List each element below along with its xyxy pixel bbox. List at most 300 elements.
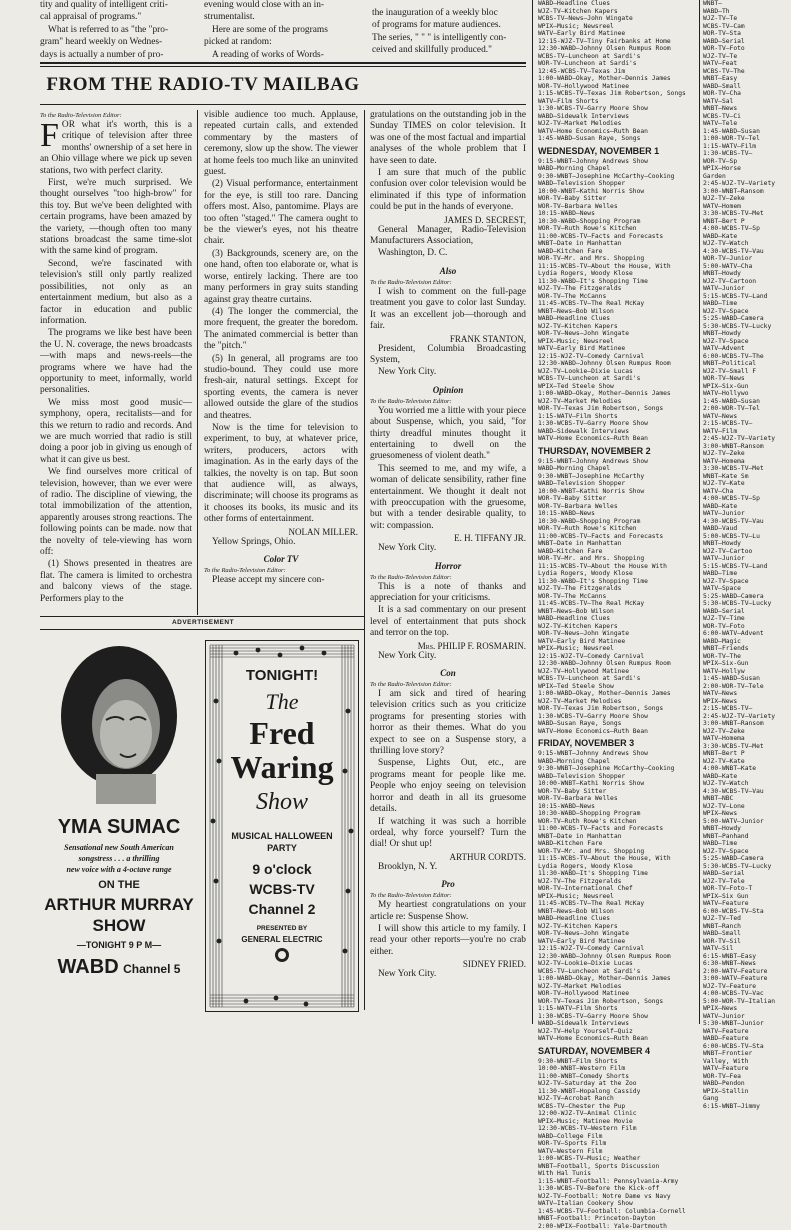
schedule-entry: WATV—Space: [703, 585, 789, 593]
schedule-entry: WNBT—Football: Princeton-Dayton: [538, 1215, 694, 1223]
signature-place: Yellow Springs, Ohio.: [204, 537, 358, 548]
schedule-entry: WABD—Pendon: [703, 1080, 789, 1088]
ad-station: WCBS-TV: [206, 881, 358, 897]
schedule-entry: WOR-TV—Sp: [703, 158, 789, 166]
schedule-entry: WNBT—NBC: [703, 795, 789, 803]
schedule-entry: WABD—Time: [703, 300, 789, 308]
schedule-entry: WJZ-TV—Zeke: [703, 450, 789, 458]
top-line: of programs for mature audiences.: [372, 20, 522, 31]
schedule-entry: WOR-TV—The McCanns: [538, 593, 694, 601]
schedule-entry: WOR-TV—Sports Film: [538, 1140, 694, 1148]
schedule-entry: WJZ-TV—The Fitzgeralds: [538, 285, 694, 293]
schedule-entry: WOR-TV—Texas Jim Robertson, Songs: [538, 998, 694, 1006]
schedule-entry: WABD—Kate: [703, 503, 789, 511]
schedule-entry: WABD—Th: [703, 8, 789, 16]
signature: NOLAN MILLER.: [204, 527, 358, 537]
ad-tagline: new voice with a 4-octave range: [44, 865, 194, 874]
schedule-entry: WJZ-TV—Zeke: [703, 195, 789, 203]
schedule-entry: 12:30-WCBS-TV—Western Film: [538, 1125, 694, 1133]
schedule-entry: WJZ-TV—The Fitzgeralds: [538, 878, 694, 886]
schedule-entry: WABD—Kitchen Fare: [538, 840, 694, 848]
schedule-entry: 3:00-WNBT—Ransom: [703, 188, 789, 196]
sponsor-name: GENERAL ELECTRIC: [241, 935, 322, 944]
schedule-entry: WABD—Vaud: [703, 525, 789, 533]
top-line: cal appraisal of programs.": [40, 12, 190, 23]
schedule-entry: 6:00-WCBS-TV—Sta: [703, 1043, 789, 1051]
schedule-entry: WJZ-TV—Lookie—Dixie Lucas: [538, 960, 694, 968]
schedule-entry: 2:00-WOR-TV—Tel: [703, 405, 789, 413]
schedule-entry: 9:15-WNBT—Johnny Andrews Show: [538, 458, 694, 466]
schedule-entry: Gang: [703, 1095, 789, 1103]
schedule-entry: WJZ-TV—Market Melodies: [538, 120, 694, 128]
editor-tag: To the Radio-Television Editor:: [370, 398, 526, 405]
schedule-entry: WATV—Advent: [703, 345, 789, 353]
schedule-entry: WABD—Morning Chapel: [538, 165, 694, 173]
schedule-entry: WABD—Time: [703, 840, 789, 848]
schedule-entry: WJZ-TV—Watch: [703, 240, 789, 248]
schedule-entry: 2:00-WATV—Feature: [703, 968, 789, 976]
schedule-entry: WATV—Italian Cookery Show: [538, 1200, 694, 1208]
schedule-entry: 11:00-WCBS-TV—Facts and Forecasts: [538, 533, 694, 541]
paragraph: I am sure that much of the public confusion over color television would be eliminated if this type of information could be put in the hands of everyone.: [370, 168, 526, 214]
signature-place: New York City.: [370, 969, 526, 980]
ad-name: YMA SUMAC: [44, 816, 194, 839]
schedule-entry: WOR-TV—Mr. and Mrs. Shopping: [538, 555, 694, 563]
schedule-entry: WATV—Junior: [703, 555, 789, 563]
schedule-entry: 6:30-WNBT—News: [703, 960, 789, 968]
schedule-entry: WATV—News: [703, 690, 789, 698]
schedule-entry: 9:30-WNBT—Josephine McCarthy—Cooking: [538, 765, 694, 773]
schedule-day-heading: THURSDAY, NOVEMBER 2: [538, 445, 694, 457]
top-line: gram" heard weekly on Wednes-: [40, 37, 190, 48]
schedule-entry: WOR-TV—News: [703, 375, 789, 383]
ad-tagline: Sensational new South American: [44, 843, 194, 852]
subhead-color-tv: Color TV: [204, 554, 358, 564]
title-rule: [40, 104, 526, 105]
schedule-entry: WCBS-TV—The: [703, 68, 789, 76]
schedule-entry: WABD—Time: [703, 570, 789, 578]
schedule-entry: 3:00-WNBT—Ransom: [703, 443, 789, 451]
ad-description: MUSICAL HALLOWEEN: [206, 831, 358, 841]
schedule-entry: 9:15-WNBT—Johnny Andrews Show: [538, 750, 694, 758]
schedule-entry: 4:30-WCBS-TV—Vau: [703, 788, 789, 796]
schedule-entry: WJZ-TV—Market Melodies: [538, 398, 694, 406]
schedule-entry: WOR-TV—Junior: [703, 255, 789, 263]
ad-the: The: [206, 689, 358, 715]
schedule-entry: WOR-TV—Mr. and Mrs. Shopping: [538, 255, 694, 263]
ad-presented-by: PRESENTED BY: [206, 925, 358, 932]
editor-tag: To the Radio-Television Editor:: [370, 892, 526, 899]
schedule-entry: WOR-TV—Texas Jim Robertson, Songs: [538, 405, 694, 413]
schedule-entry: WJZ-TV—Market Melodies: [538, 983, 694, 991]
schedule-entry: 5:00-WATV—Cha: [703, 263, 789, 271]
schedule-entry: WCBS-TV—Cam: [703, 23, 789, 31]
schedule-entry: WOR-TV—Barbara Welles: [538, 795, 694, 803]
schedule-entry: 11:00-WCBS-TV—Facts and Forecasts: [538, 825, 694, 833]
ad-time: 9 o'clock: [206, 861, 358, 877]
schedule-entry: WOR-TV—News—John Wingate: [538, 930, 694, 938]
schedule-entry: WNBT—Friends: [703, 645, 789, 653]
schedule-entry: WOR-TV—Luncheon at Sardi's: [538, 60, 694, 68]
ad-show-name: SHOW: [44, 916, 194, 936]
paragraph: My heartiest congratulations on your article re: Suspense Show.: [370, 900, 526, 923]
schedule-entry: WJZ-TV—Kitchen Kapers: [538, 623, 694, 631]
schedule-entry: 11:30-WNBT—Hopalong Cassidy: [538, 1088, 694, 1096]
schedule-entry: WABD—Small: [703, 83, 789, 91]
schedule-entry: WATV—Homema: [703, 458, 789, 466]
schedule-entry: 12:15-WJZ-TV—Comedy Carnival: [538, 653, 694, 661]
schedule-entry: WATV—Early Bird Matinee: [538, 345, 694, 353]
schedule-entry: 4:30-WCBS-TV—Vau: [703, 248, 789, 256]
top-line: tity and quality of intelligent criti-: [40, 0, 190, 11]
schedule-entry: WJZ-TV—Cartoon: [703, 278, 789, 286]
schedule-entry: WJZ-TV—Te: [703, 15, 789, 23]
schedule-entry: Lydia Rogers, Woody Klose: [538, 570, 694, 578]
paragraph: We find ourselves more critical of television, however, than we ever were of radio. The discipline of viewing, the total immobilization of the attention, apparently arouses strong reactions. The following points can be made. now that the novelty of tele-viewing has worn off:: [40, 467, 192, 558]
schedule-entry: WATV—Feature: [703, 1028, 789, 1036]
schedule-entry: WATV—Feature: [703, 900, 789, 908]
schedule-entry: 1:30-WCBS-TV—Garry Moore Show: [538, 105, 694, 113]
paragraph: (4) The longer the commercial, the more frequent, the greater the boredom. The animated commercial is better than the "pitch.": [204, 307, 358, 353]
paragraph: This is a note of thanks and appreciation for your criticisms.: [370, 582, 526, 605]
schedule-entry: 10:30-WABD—Shopping Program: [538, 518, 694, 526]
signature-place: Brooklyn, N. Y.: [370, 862, 526, 873]
schedule-right-list: [703, 0, 789, 1110]
schedule-entry: WOR-TV—The McCanns: [538, 293, 694, 301]
top-col-3: [372, 8, 522, 60]
schedule-entry: WABD—College Film: [538, 1133, 694, 1141]
schedule-intro: [538, 0, 694, 143]
schedule-entry: WPIX—Music; Matinee Movie: [538, 1118, 694, 1126]
schedule-entry: 2:15-WCBS-TV—: [703, 705, 789, 713]
schedule-entry: 11:30-WABD—It's Shopping Time: [538, 278, 694, 286]
schedule-entry: 1:00-WOR-TV—Tel: [703, 135, 789, 143]
schedule-entry: WATV—News: [703, 413, 789, 421]
schedule-entry: 2:00-WOR-TV—Tele: [703, 683, 789, 691]
schedule-entry: WPIX—Music; Newsreel: [538, 645, 694, 653]
top-line: ceived and skillfully produced.": [372, 45, 522, 56]
schedule-entry: WOR-TV—The: [703, 653, 789, 661]
schedule-entry: 1:15-WCBS-TV—Texas Jim Robertson, Songs: [538, 90, 694, 98]
paragraph: I am sick and tired of hearing television critics such as you criticize programs for presenting stories with horror as their themes. What do you expect to see on a Suspense story, a thrilling love story?: [370, 689, 526, 757]
schedule-entry: WPIX—Six-Gun: [703, 660, 789, 668]
paragraph: This seemed to me, and my wife, a woman of delicate sensibility, rather fine entertainment. We thought it dealt not with preoccupation with the gruesome, but with a tender desirable quality, to wit: compassion.: [370, 464, 526, 532]
schedule-entry: 5:15-WCBS-TV—Land: [703, 293, 789, 301]
advertisement-label: ADVERTISEMENT: [40, 619, 366, 626]
schedule-entry: WOR-TV—Fea: [703, 1073, 789, 1081]
paragraph: We miss most good music—symphony, opera, recitalists—and for this we return to radio and records. And we are much worried that radio is still doing a poor job in giving us enough of what it can give us best.: [40, 398, 192, 466]
paragraph: (5) In general, all programs are too studio-bound. They could use more fresh-air, natural settings. Except for sporting events, the camera is never allowed outside the glare of the studios and theatres.: [204, 354, 358, 422]
schedule-entry: WJZ-TV—Acrobat Ranch: [538, 1095, 694, 1103]
top-line: days is actually a number of pro-: [40, 50, 190, 61]
schedule-entry: WABD—Serial: [703, 608, 789, 616]
schedule-entry: WPIX—Music; Newsreel: [538, 23, 694, 31]
signature: FRANK STANTON,: [370, 334, 526, 344]
schedule-entry: WPIX—News: [703, 1005, 789, 1013]
schedule-col-right: [703, 0, 789, 1024]
schedule-entry: WATV—Hollyw: [703, 668, 789, 676]
schedule-entry: WOR-TV—Barbara Welles: [538, 503, 694, 511]
schedule-entry: WATV—Sal: [703, 98, 789, 106]
schedule-entry: WABD—Kate: [703, 773, 789, 781]
schedule-entry: WATV—Junior: [703, 285, 789, 293]
schedule-entry: 3:00-WATV—Feature: [703, 975, 789, 983]
schedule-entry: WATV—Junior: [703, 1013, 789, 1021]
ad-sponsor: [206, 935, 358, 944]
schedule-entry: WABD—Serial: [703, 870, 789, 878]
column-divider: [197, 110, 198, 615]
top-line: What is referred to as "the "pro-: [40, 25, 190, 36]
schedule-entry: WABD—Kitchen Fare: [538, 248, 694, 256]
schedule-entry: WNBT—Howdy: [703, 330, 789, 338]
schedule-entry: 1:00-WABD—Okay, Mother—Dennis James: [538, 975, 694, 983]
ad-rule: [40, 629, 364, 630]
paragraph: You worried me a little with your piece about Suspense, which, you said, "for thirty dreadful minutes thought it entertaining to dwell on the gruesomeness of violent death.": [370, 406, 526, 463]
schedule-entry: WCBS-TV—Luncheon at Sardi's: [538, 675, 694, 683]
schedule-entry: WABD—Feature: [703, 1035, 789, 1043]
schedule-entry: WNBT—Political: [703, 360, 789, 368]
schedule-entry: WOR-TV—Mr. and Mrs. Shopping: [538, 848, 694, 856]
schedule-entry: WATV—Feat: [703, 60, 789, 68]
schedule-entry: 11:45-WCBS-TV—The Real McKay: [538, 600, 694, 608]
schedule-entry: WATV—Western Film: [538, 1148, 694, 1156]
subhead-pro: Pro: [370, 879, 526, 889]
schedule-entry: WCBS-TV—Chester the Pup: [538, 1103, 694, 1111]
schedule-entry: 2:15-WCBS-TV—: [703, 420, 789, 428]
schedule-entry: 5:00-WOR-TV—Italian: [703, 998, 789, 1006]
schedule-entry: 1:30-WCBS-TV—Garry Moore Show: [538, 713, 694, 721]
schedule-entry: 1:15-WATV—Film: [703, 143, 789, 151]
schedule-entry: WOR-TV—Baby Sitter: [538, 788, 694, 796]
schedule-entry: WJZ-TV—Kitchen Kapers: [538, 923, 694, 931]
schedule-entry: 5:25-WABD—Camera: [703, 315, 789, 323]
paragraph: OR what it's worth, this is a critique of television after three months' ownership of a set here in an Ohio village where we pick up seven stations, two with perfect clarity.: [40, 120, 192, 177]
schedule-entry: 12:30-WABD—Johnny Olsen Rumpus Room: [538, 45, 694, 53]
station-call: WABD: [58, 956, 119, 978]
schedule-entry: 10:30-WABD—Shopping Program: [538, 810, 694, 818]
schedule-entry: WJZ-TV—The Fitzgeralds: [538, 585, 694, 593]
schedule-entry: 12:00-WJZ-TV—Animal Clinic: [538, 1110, 694, 1118]
schedule-entry: WNBT—Easy: [703, 75, 789, 83]
schedule-entry: WJZ-TV—Market Melodies: [538, 698, 694, 706]
schedule-entry: 5:30-WCBS-TV—Lucky: [703, 863, 789, 871]
schedule-entry: 4:00-WCBS-TV—Sp: [703, 225, 789, 233]
article-col-2: [204, 110, 358, 615]
paragraph: Please accept my sincere con-: [204, 575, 358, 586]
schedule-entry: WPIX—Music; Newsreel: [538, 893, 694, 901]
signature: ARTHUR CORDTS.: [370, 852, 526, 862]
schedule-entry: WCBS-TV—Luncheon at Sardi's: [538, 968, 694, 976]
ad-fred-waring: [205, 640, 359, 1012]
schedule-entry: 2:45-WJZ-TV—Variety: [703, 435, 789, 443]
schedule-entry: WNBT—Kate Sm: [703, 473, 789, 481]
signature: SIDNEY FRIED.: [370, 959, 526, 969]
subhead-horror: Horror: [370, 561, 526, 571]
schedule-entry: WJZ-TV—Lookie—Dixie Lucas: [538, 368, 694, 376]
editor-tag: To the Radio-Television Editor:: [204, 567, 358, 574]
schedule-entry: 10:15-WABD—News: [538, 803, 694, 811]
schedule-entry: WATV—Early Bird Matinee: [538, 638, 694, 646]
paragraph: First, we're much surprised. We thought ourselves "too high-brow" for this toy. But we've been delighted with certain programs, have been amazed by the variety, —though often too many stations broadcast the same time-slot with the same kind of program.: [40, 178, 192, 258]
schedule-entry: WABD—Sidewalk Interviews: [538, 1020, 694, 1028]
schedule-entry: 9:30-WNBT—Josephine McCarthy—Cooking: [538, 173, 694, 181]
top-line: Here are some of the programs: [204, 25, 356, 36]
schedule-entry: 1:15-WATV—Film Shorts: [538, 413, 694, 421]
paragraph: gratulations on the outstanding job in the Sunday TIMES on color television. It was one of the most factual and impartial analyses of the whole problem that I have seen to date.: [370, 110, 526, 167]
paragraph: Now is the time for television to experiment, to buy, at whatever price, writers, producers, actors with imagination. As in the early days of the talkies, the novelty is on tap. But soon that audience will, as always, discriminate; will choose its programs as it chooses its books, its music and its other forms of entertainment.: [204, 423, 358, 526]
schedule-entry: WJZ-TV—Space: [703, 848, 789, 856]
schedule-entry: 1:00-WABD—Okay, Mother—Dennis James: [538, 390, 694, 398]
schedule-entry: WNBT—Bert P: [703, 218, 789, 226]
top-rule: [40, 62, 526, 64]
signature: JAMES D. SECREST,: [370, 215, 526, 225]
schedule-entry: WATV—Junior: [703, 510, 789, 518]
schedule-entry: 1:00-WABD—Okay, Mother—Dennis James: [538, 75, 694, 83]
schedule-entry: Valley, With: [703, 1058, 789, 1066]
schedule-entry: 1:45-WABD—Susan: [703, 398, 789, 406]
schedule-entry: 10:00-WNBT—Kathi Norris Show: [538, 780, 694, 788]
schedule-entry: 5:30-WNBT—Junior: [703, 1020, 789, 1028]
schedule-entry: WATV—Early Bird Matinee: [538, 30, 694, 38]
top-line: The series, " " " is intelligently con-: [372, 33, 522, 44]
ad-yma-sumac: [44, 634, 194, 1010]
schedule-entry: WJZ-TV—Space: [703, 338, 789, 346]
schedule-entry: WJZ-TV—Hollywood Matinee: [538, 668, 694, 676]
schedule-entry: 1:00-WABD—Okay, Mother—Dennis James: [538, 690, 694, 698]
schedule-entry: WJZ-TV—Kitchen Kapers: [538, 323, 694, 331]
schedule-entry: 11:15-WCBS-TV—About the House, With: [538, 855, 694, 863]
schedule-entry: WJZ-TV—Ted: [703, 915, 789, 923]
paragraph: If watching it was such a horrible ordeal, why force yourself? Turn the dial! Or shut up!: [370, 817, 526, 851]
schedule-entry: 12:30-WABD—Johnny Olsen Rumpus Room: [538, 660, 694, 668]
schedule-entry: WNBT—News—Bob Wilson: [538, 608, 694, 616]
schedule-entry: WATV—Home Economics—Ruth Bean: [538, 728, 694, 736]
schedule-entry: WJZ-TV—Kitchen Kapers: [538, 8, 694, 16]
schedule-entry: WOR-TV—Foto: [703, 45, 789, 53]
schedule-entry: 3:30-WCBS-TV—Met: [703, 210, 789, 218]
paragraph: (1) Shows presented in theatres are flat. The camera is limited to orchestra and balcony views of the stage. Performers play to the: [40, 559, 192, 605]
schedule-entry: 1:15-WATV—Film Shorts: [538, 1005, 694, 1013]
schedule-entry: WABD—Serial: [703, 38, 789, 46]
schedule-entry: WPIX—Ted Steele Show: [538, 383, 694, 391]
schedule-entry: 10:15-WABD—News: [538, 210, 694, 218]
schedule-entry: WABD—Television Shopper: [538, 480, 694, 488]
top-line: evening would close with an in-: [204, 0, 356, 11]
schedule-entry: WOR-TV—Foto: [703, 623, 789, 631]
schedule-entry: 5:30-WCBS-TV—Lucky: [703, 323, 789, 331]
subhead-con: Con: [370, 668, 526, 678]
schedule-entry: WNBT—Panhand: [703, 833, 789, 841]
schedule-entry: WNBT—Date in Manhattan: [538, 540, 694, 548]
schedule-entry: WABD—Kate: [703, 233, 789, 241]
article-title: FROM THE RADIO-TV MAILBAG: [40, 74, 366, 96]
signature-title: President, Columbia Broadcasting System,: [370, 344, 526, 367]
signature: E. H. TIFFANY JR.: [370, 533, 526, 543]
schedule-entry: WATV—Home Economics—Ruth Bean: [538, 435, 694, 443]
schedule-entry: WNBT—Date in Manhattan: [538, 833, 694, 841]
schedule-entry: WJZ-TV—Space: [703, 578, 789, 586]
schedule-entry: WPIX—Ted Steele Show: [538, 683, 694, 691]
schedule-entry: WABD—Sidewalk Interviews: [538, 113, 694, 121]
signature-place: New York City.: [370, 367, 526, 378]
schedule-entry: 5:30-WCBS-TV—Lucky: [703, 600, 789, 608]
ad-tagline: songstress . . . a thrilling: [44, 854, 194, 863]
signature-place: New York City.: [370, 651, 526, 662]
schedule-entry: 2:45-WJZ-TV—Variety: [703, 713, 789, 721]
schedule-day-heading: SATURDAY, NOVEMBER 4: [538, 1045, 694, 1057]
schedule-entry: WNBT—Howdy: [703, 825, 789, 833]
schedule-entry: 4:00-WNBT—Kate: [703, 765, 789, 773]
paragraph: (3) Backgrounds, scenery are, on the one hand, often too elaborate or, what is worse, entirely lacking. There are too many performers in gray suits standing against gray theatre curtains.: [204, 249, 358, 306]
schedule-entry: 11:30-WABD—It's Shopping Time: [538, 578, 694, 586]
singer-portrait: [44, 634, 194, 804]
schedule-entry: WATV—Film: [703, 428, 789, 436]
schedule-entry: 2:45-WJZ-TV—Variety: [703, 180, 789, 188]
schedule-entry: WJZ-TV—Cartoo: [703, 548, 789, 556]
schedule-entry: WNBT—Howdy: [703, 540, 789, 548]
schedule-entry: 5:15-WCBS-TV—Land: [703, 563, 789, 571]
paragraph: (2) Visual performance, entertainment for the eye, is still too rare. Dancing offers most. Also, pantomime. Plays are too often "staged." The camera ought to be the viewer's eyes, not his theatre chair.: [204, 179, 358, 247]
schedule-col-main: [538, 0, 694, 1024]
schedule-entry: WPIX—Horse: [703, 165, 789, 173]
schedule-entry: WABD—Magic: [703, 638, 789, 646]
schedule-entry: WNBT—Howdy: [703, 270, 789, 278]
schedule-entry: 1:30-WCBS-TV—Before the Kick-off: [538, 1185, 694, 1193]
top-line: strumentalist.: [204, 12, 356, 23]
schedule-entry: 11:00-WCBS-TV—Facts and Forecasts: [538, 233, 694, 241]
schedule-entry: WATV—Home Economics—Ruth Bean: [538, 128, 694, 136]
schedule-entry: 5:25-WABD—Camera: [703, 855, 789, 863]
schedule-entry: 11:15-WCBS-TV—About the House With: [538, 563, 694, 571]
schedule-entry: WJZ-TV—Small F: [703, 368, 789, 376]
schedule-entry: WJZ-TV—Kate: [703, 480, 789, 488]
schedule-entry: WOR-TV—News—John Wingate: [538, 630, 694, 638]
schedule-entry: 5:00-WCBS-TV—Lu: [703, 533, 789, 541]
paragraph: visible audience too much. Applause, repeated curtain calls, and extended commentary by the masters of ceremony, slow up the show. The viewer at home feels too much like an uninvited guest.: [204, 110, 358, 178]
schedule-entry: 4:30-WCBS-TV—Vau: [703, 518, 789, 526]
schedule-entry: WOR-TV—Sil: [703, 938, 789, 946]
top-col-2: [204, 0, 356, 60]
schedule-entry: 11:45-WCBS-TV—The Real McKay: [538, 300, 694, 308]
signature-place: Washington, D. C.: [370, 248, 526, 259]
schedule-entry: 12:15-WJZ-TV—Tiny Fairbanks at Home: [538, 38, 694, 46]
schedule-entry: WOR-TV—Foto-T: [703, 885, 789, 893]
editor-tag: To the Radio-Television Editor:: [40, 112, 192, 119]
schedule-entry: 6:00-WCBS-TV—Sta: [703, 908, 789, 916]
schedule-entry: WATV—Homem: [703, 203, 789, 211]
schedule-entry: WATV—Homema: [703, 735, 789, 743]
schedule-entry: 4:00-WCBS-TV—Vac: [703, 990, 789, 998]
ad-star-name: Fred: [206, 715, 358, 752]
schedule-days: [538, 145, 694, 1230]
schedule-entry: 9:30-WNBT—Film Shorts: [538, 1058, 694, 1066]
schedule-entry: WATV—Hollywo: [703, 390, 789, 398]
schedule-entry: WPIX—News: [703, 810, 789, 818]
schedule-entry: 12:15-WJZ-TV—Comedy Carnival: [538, 945, 694, 953]
schedule-entry: WCBS-TV—Luncheon at Sardi's: [538, 375, 694, 383]
paragraph: It is a sad commentary on our present level of entertainment that puts shock and terror on the top.: [370, 605, 526, 639]
editor-tag: To the Radio-Television Editor:: [370, 681, 526, 688]
schedule-entry: WABD—Morning Chapel: [538, 465, 694, 473]
article-col-3: [370, 110, 526, 1015]
schedule-entry: 10:00-WNBT—Kathi Norris Show: [538, 488, 694, 496]
schedule-entry: WNBT—News—Bob Wilson: [538, 308, 694, 316]
schedule-entry: WOR-TV—Sta: [703, 30, 789, 38]
schedule-entry: 12:15-WJZ-TV—Comedy Carnival: [538, 353, 694, 361]
schedule-entry: WABD—Television Shopper: [538, 180, 694, 188]
schedule-entry: WATV—Tele: [703, 120, 789, 128]
schedule-entry: WJZ-TV—Zeke: [703, 728, 789, 736]
